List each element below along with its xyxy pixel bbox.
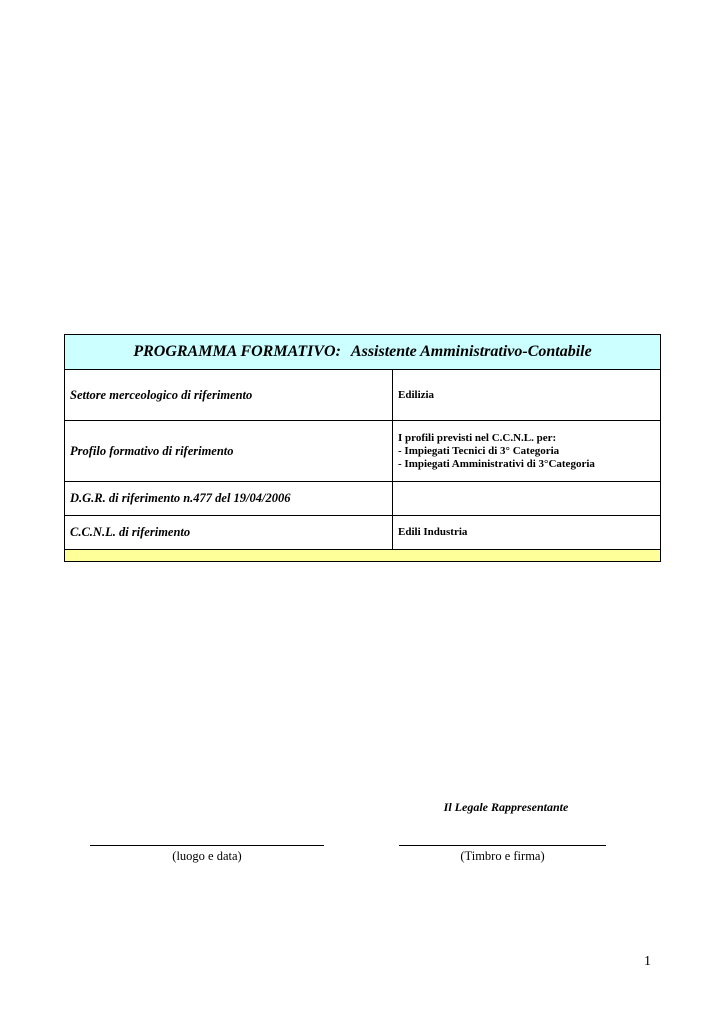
page-number: 1 bbox=[644, 954, 651, 969]
ccnl-label: C.C.N.L. di riferimento bbox=[65, 516, 393, 550]
table-row-profilo bbox=[65, 421, 661, 482]
table-row-dgr bbox=[65, 482, 661, 516]
place-date-caption: (luogo e data) bbox=[172, 849, 242, 863]
profilo-value bbox=[393, 421, 661, 482]
ccnl-value: Edili Industria bbox=[393, 516, 661, 550]
profilo-value-line: - Impiegati Tecnici di 3° Categoria bbox=[398, 444, 560, 457]
stamp-signature-caption: (Timbro e firma) bbox=[460, 849, 545, 863]
program-table bbox=[64, 334, 661, 562]
program-title-name: Assistente Amministrativo-Contabile bbox=[350, 343, 592, 360]
legal-representative-title: Il Legale Rappresentante bbox=[443, 800, 569, 814]
table-row-settore bbox=[65, 370, 661, 421]
table-row-ccnl bbox=[65, 516, 661, 550]
place-date-line bbox=[90, 845, 324, 846]
profilo-value-line: - Impiegati Amministrativi di 3°Categoria bbox=[398, 457, 595, 470]
dgr-label: D.G.R. di riferimento n.477 del 19/04/2006 bbox=[65, 482, 393, 516]
dgr-value bbox=[393, 482, 661, 516]
profilo-value-line: I profili previsti nel C.C.N.L. per: bbox=[398, 431, 557, 444]
program-title-prefix: PROGRAMMA FORMATIVO: bbox=[133, 343, 341, 360]
stamp-signature-line bbox=[399, 845, 606, 846]
table-footer-band bbox=[65, 550, 661, 562]
settore-label: Settore merceologico di riferimento bbox=[65, 370, 393, 421]
profilo-label: Profilo formativo di riferimento bbox=[65, 421, 393, 482]
program-title bbox=[65, 335, 661, 370]
settore-value: Edilizia bbox=[393, 370, 661, 421]
table-footer-row bbox=[65, 550, 661, 562]
title-row bbox=[65, 335, 661, 370]
